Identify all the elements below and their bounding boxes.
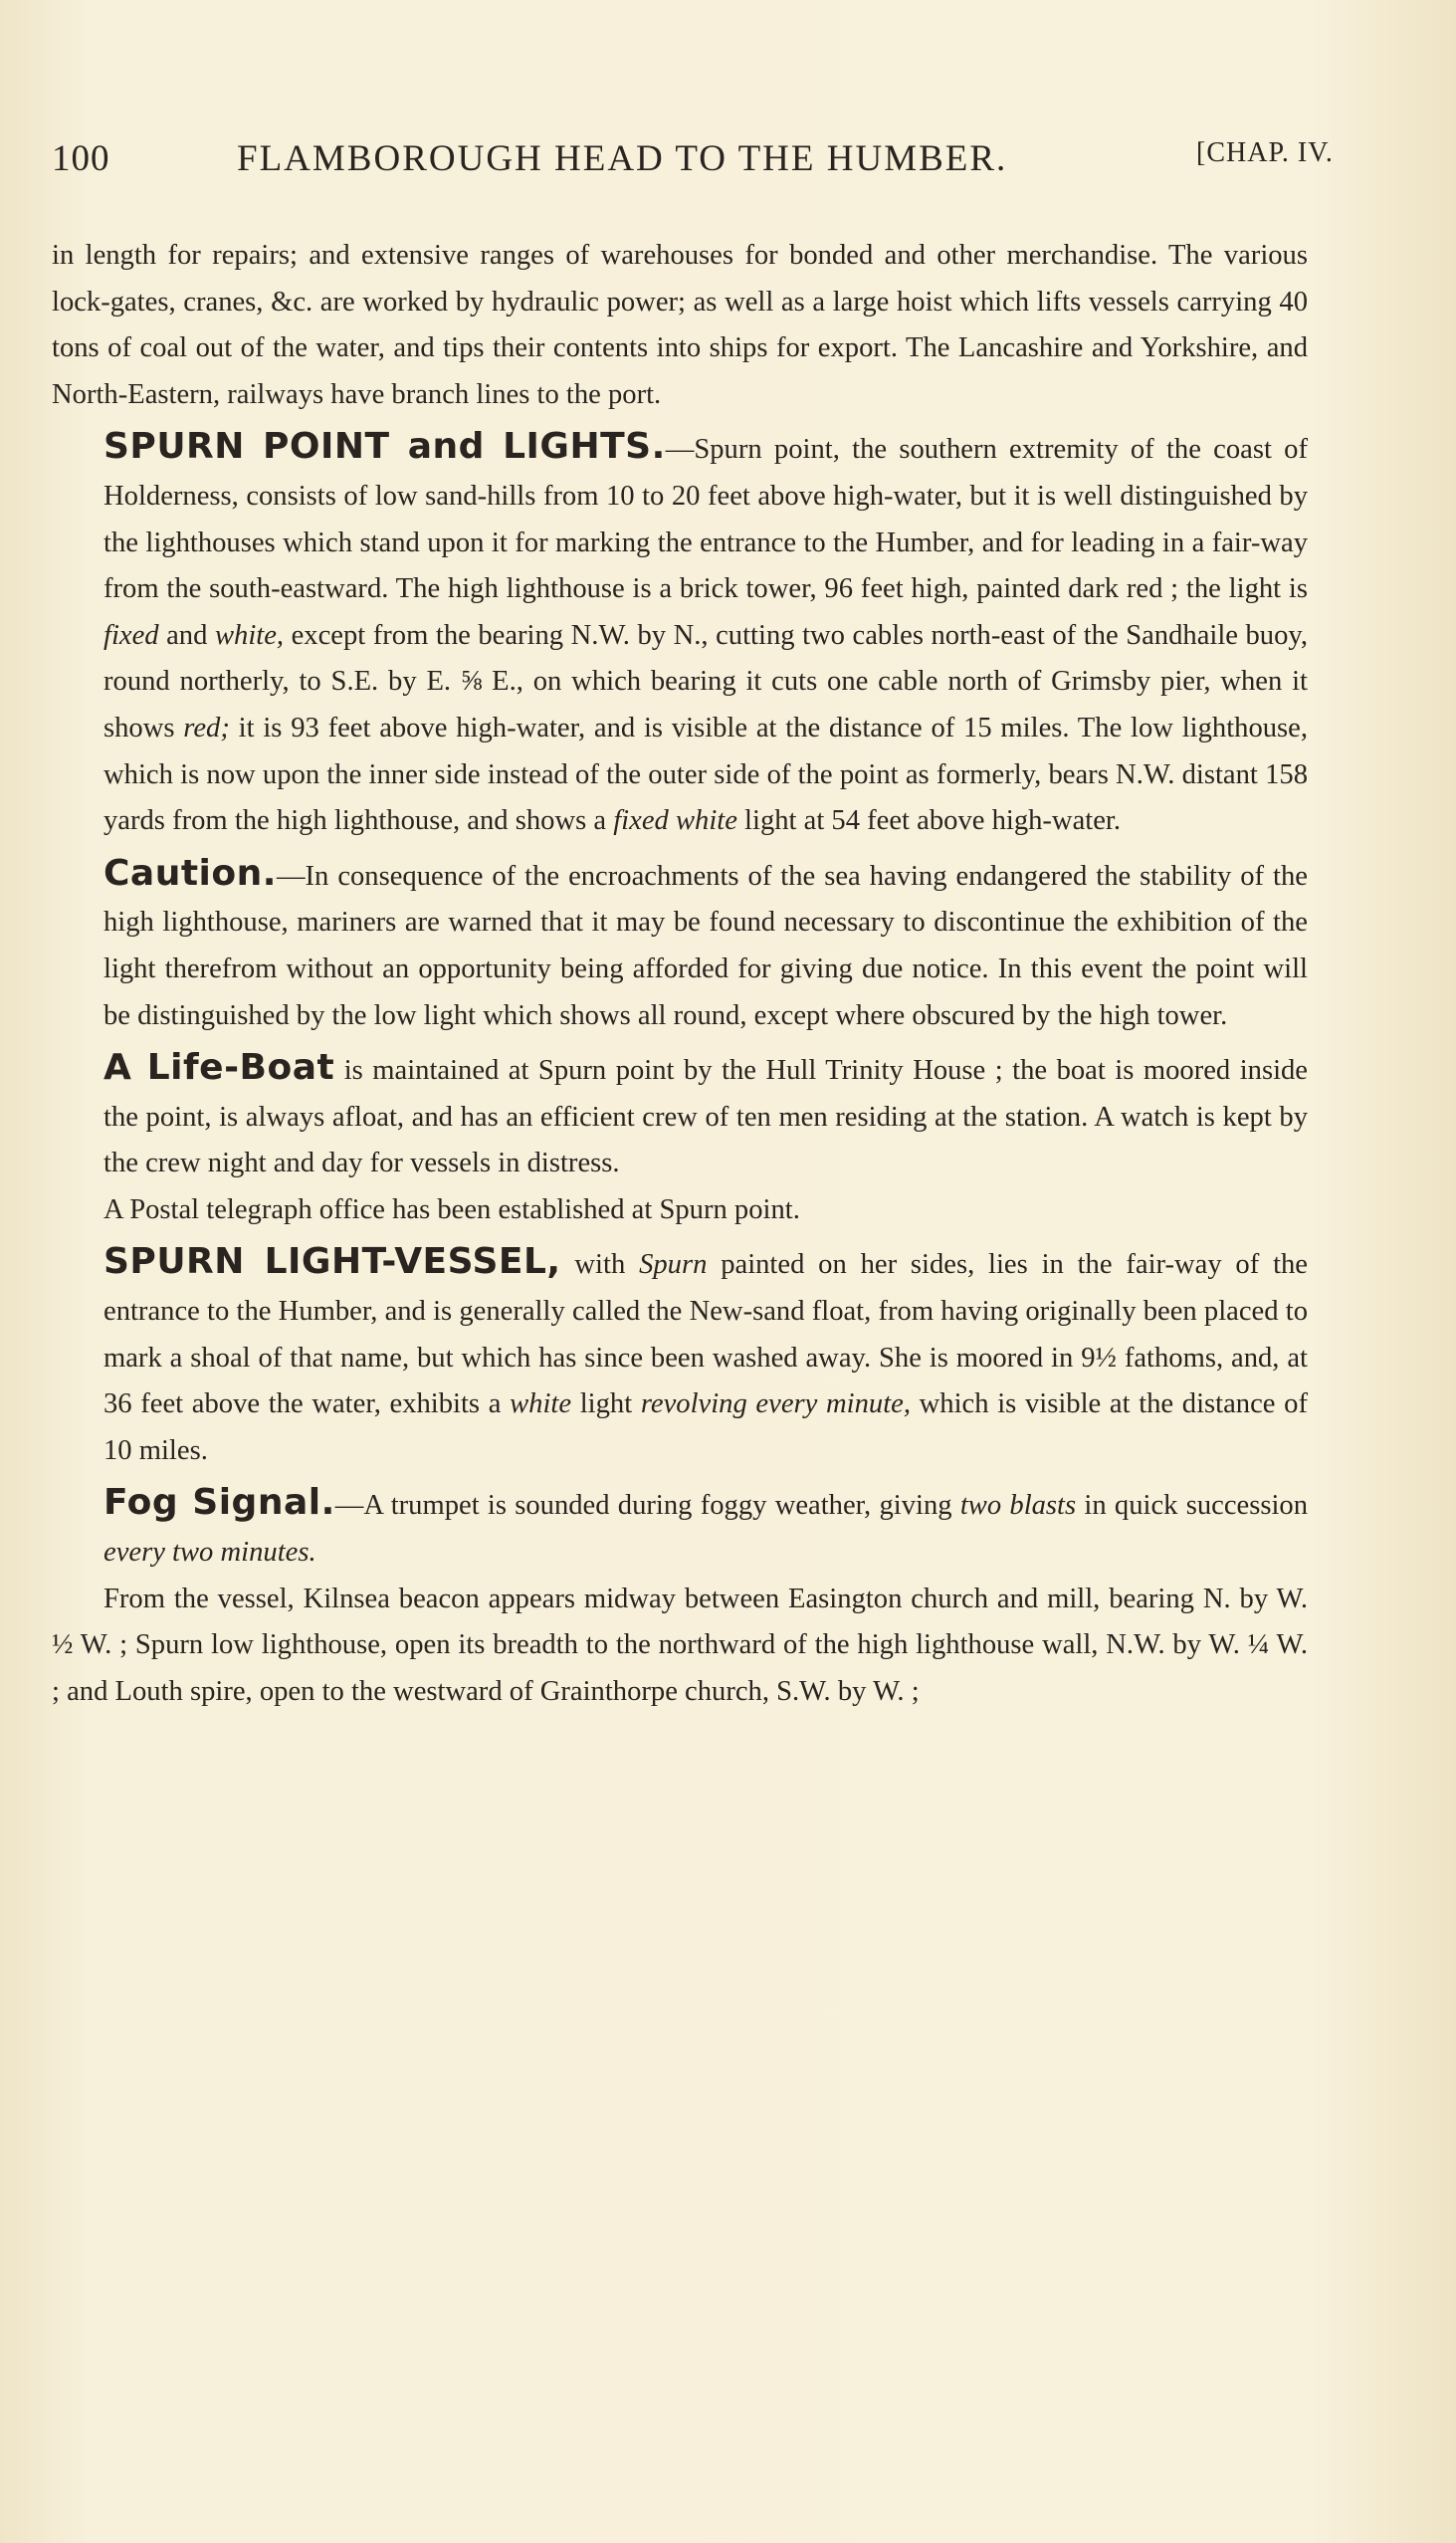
- caution-heading: Caution.: [104, 852, 277, 894]
- fog-signal-heading: Fog Signal.: [104, 1482, 335, 1524]
- postal-paragraph: A Postal telegraph office has been established at Spurn point.: [104, 1193, 800, 1225]
- intro-paragraph: in length for repairs; and extensive ranges of warehouses for bonded and other merchandise. The various lock-gates, cranes, &c. are worked by hydraulic power; as well as a large hoist which lifts vessels carrying 40 tons of coal out of the water, and tips their contents into ships for export. The Lancashire and Yorkshire, and North-Eastern, railways have branch lines to the port.: [52, 240, 1308, 410]
- light-vessel-heading: SPURN LIGHT-VESSEL,: [104, 1241, 561, 1283]
- chapter-label: [CHAP. IV.: [1196, 137, 1334, 168]
- page-number: 100: [52, 138, 110, 179]
- spurn-point-paragraph: SPURN POINT and LIGHTS.—Spurn point, the southern extremity of the coast of Holderness, consists of low sand-hills from 10 to 20 feet above high-water, but it is well distinguished by the lighthouses which stand upon it for marking the entrance to the Humber, and for leading in a fair-way from the south-eastward. The high lighthouse is a brick tower, 96 feet high, painted dark red ; the light is fixed and white, except from the bearing N.W. by N., cutting two cables north-east of the Sandhaile buoy, round northerly, to S.E. by E. ⅝ E., on which bearing it cuts one cable north of Grimsby pier, when it shows red; it is 93 feet above high-water, and is visible at the distance of 15 miles. The low lighthouse, which is now upon the inner side instead of the outer side of the point as formerly, bears N.W. distant 158 yards from the high lighthouse, and shows a fixed white light at 54 feet above high-water.: [104, 426, 1308, 837]
- lifeboat-paragraph: A Life-Boat is maintained at Spurn point by the Hull Trinity House ; the boat is moored inside the point, is always afloat, and has an efficient crew of ten men residing at the station. A watch is kept by the crew night and day for vessels in distress.: [104, 1047, 1308, 1179]
- lifeboat-heading: A Life-Boat: [104, 1047, 335, 1089]
- fog-signal-paragraph: Fog Signal.—A trumpet is sounded during foggy weather, giving two blasts in quick succession every two minutes.: [104, 1482, 1308, 1569]
- running-header: [52, 137, 1334, 197]
- spurn-point-heading: SPURN POINT and LIGHTS.: [104, 426, 666, 468]
- running-title: FLAMBOROUGH HEAD TO THE HUMBER.: [237, 138, 1008, 179]
- body-text: [52, 233, 1308, 1715]
- caution-paragraph: Caution.—In consequence of the encroachments of the sea having endangered the stability of the high lighthouse, mariners are warned that it may be found necessary to discontinue the exhibition of the light therefrom without an opportunity being afforded for giving due notice. In this event the point will be distinguished by the low light which shows all round, except where obscured by the high tower.: [104, 852, 1308, 1031]
- light-vessel-paragraph: SPURN LIGHT-VESSEL, with Spurn painted on her sides, lies in the fair-way of the entrance to the Humber, and is generally called the New-sand float, from having originally been placed to mark a shoal of that name, but which has since been washed away. She is moored in 9½ fathoms, and, at 36 feet above the water, exhibits a white light revolving every minute, which is visible at the distance of 10 miles.: [104, 1241, 1308, 1466]
- bearings-paragraph: From the vessel, Kilnsea beacon appears midway between Easington church and mill, bearing N. by W. ½ W. ; Spurn low lighthouse, open its breadth to the northward of the high lighthouse wall, N.W. by W. ¼ W. ; and Louth spire, open to the westward of Grainthorpe church, S.W. by W. ;: [52, 1583, 1308, 1707]
